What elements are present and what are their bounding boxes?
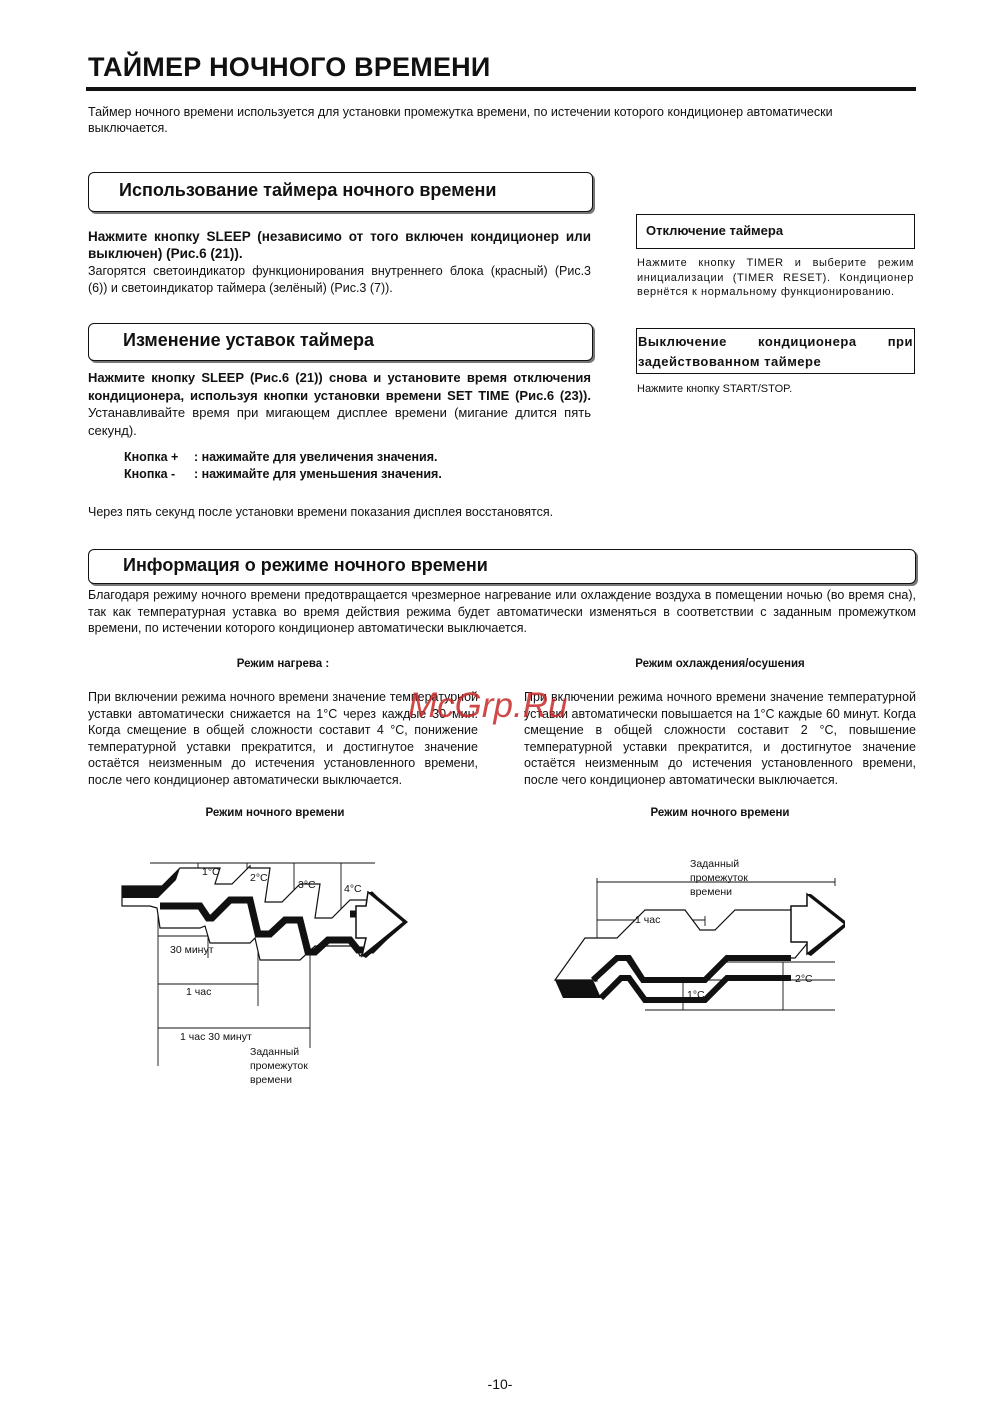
cooling-text: При включении режима ночного времени значение температурной уставки автоматически повышается на 1°С каждые 60 минут. Когда смещение в общей сложности составит 2 °С, повышение температурной уставки прекратится, и достигнутое значение остаётся неизменным до истечения установленного времени, после чего кондиционер автоматически выключается. <box>524 690 916 787</box>
heating-label-set1: Заданный <box>250 1046 300 1058</box>
cancel-section-header <box>636 214 915 249</box>
watermark: McGrp.Ru <box>408 686 568 725</box>
use-text: Загорятся светоиндикатор функционирования внутреннего блока (красный) (Рис.3 (6)) и светоиндикатор таймера (зелёный) (Рис.3 (7)). <box>88 264 591 295</box>
minus-label: Кнопка - <box>124 467 176 481</box>
heating-label-30min: 30 минут <box>170 944 214 956</box>
intro-text: Таймер ночного времени используется для установки промежутка времени, по истечении которого кондиционер автоматически выключается. <box>88 105 833 135</box>
cooling-label-set2: промежуток <box>690 872 748 884</box>
cooling-diagram-title: Режим ночного времени <box>650 807 790 819</box>
cooling-label-set3: времени <box>690 886 732 898</box>
off-section-header <box>636 328 915 374</box>
heating-label-4c: 4°C <box>344 883 362 895</box>
off-text: Нажмите кнопку START/STOP. <box>637 383 793 395</box>
heating-label-2c: 2°C <box>250 872 268 884</box>
page-title: ТАЙМЕР НОЧНОГО ВРЕМЕНИ <box>88 52 491 82</box>
change-text <box>88 369 591 439</box>
minus-desc: : нажимайте для уменьшения значения. <box>194 467 442 481</box>
use-section-heading: Использование таймера ночного времени <box>119 180 497 200</box>
use-bold-text: Нажмите кнопку SLEEP (независимо от того включен кондиционер или выключен) (Рис.6 (21)). <box>88 229 591 261</box>
change-bold-text: Нажмите кнопку SLEEP (Рис.6 (21)) снова и установите время отключения кондиционера, используя кнопки установки времени SET TIME (Рис.6 (23)). <box>88 370 591 403</box>
title-rule <box>86 87 916 91</box>
heating-label-set2: промежуток <box>250 1060 308 1072</box>
heating-heading: Режим нагрева : <box>236 658 330 670</box>
plus-desc: : нажимайте для увеличения значения. <box>194 450 438 464</box>
after-text: Через пять секунд после установки времени показания дисплея восстановятся. <box>88 505 554 519</box>
change-section-heading: Изменение уставок таймера <box>123 330 375 350</box>
page-number: -10- <box>487 1376 513 1392</box>
cooling-diagram <box>545 850 845 1020</box>
heating-label-1h: 1 час <box>186 986 212 998</box>
cooling-heading: Режим охлаждения/осушения <box>635 658 805 670</box>
cancel-heading: Отключение таймера <box>646 223 784 238</box>
change-normal-text: Устанавливайте время при мигающем дисплее времени (мигание длится пять секунд). <box>88 405 591 438</box>
heating-label-1c: 1°C <box>202 866 220 878</box>
cooling-label-2c: 2°C <box>795 973 813 985</box>
plus-label: Кнопка + <box>124 450 179 464</box>
info-section-header <box>88 549 916 584</box>
use-section-header <box>88 172 593 212</box>
cooling-label-1h: 1 час <box>635 914 661 926</box>
off-heading: Выключение кондиционера при задействованном таймере <box>638 334 913 369</box>
cooling-label-1c: 1°C <box>687 989 705 1001</box>
cooling-label-set1: Заданный <box>690 858 740 870</box>
cancel-text: Нажмите кнопку TIMER и выберите режим инициализации (TIMER RESET). Кондиционер вернётся к нормальному функционированию. <box>637 257 914 298</box>
heating-diagram <box>110 848 440 1098</box>
info-text: Благодаря режиму ночного времени предотвращается чрезмерное нагревание или охлаждение воздуха в помещении ночью (во время сна), так как температурная уставка во время действия режима будет автоматически изменяться в соответствии с заданным промежутком времени, по истечении которого кондиционер автоматически выключается. <box>88 588 916 635</box>
info-section-heading: Информация о режиме ночного времени <box>123 555 488 575</box>
heating-diagram-title: Режим ночного времени <box>205 807 345 819</box>
heating-label-1h30: 1 час 30 минут <box>180 1031 252 1043</box>
change-section-header <box>88 323 593 361</box>
heating-label-set3: времени <box>250 1074 292 1086</box>
heating-text: При включении режима ночного времени значение температурной уставки автоматически снижается на 1°С через каждые 30 мин. Когда смещение в общей сложности составит 4 °С, понижение температурной уставки прекратится, и достигнутое значение остаётся неизменным до истечения установленного времени, после чего кондиционер автоматически выключается. <box>88 690 478 787</box>
heating-label-3c: 3°C <box>298 879 316 891</box>
